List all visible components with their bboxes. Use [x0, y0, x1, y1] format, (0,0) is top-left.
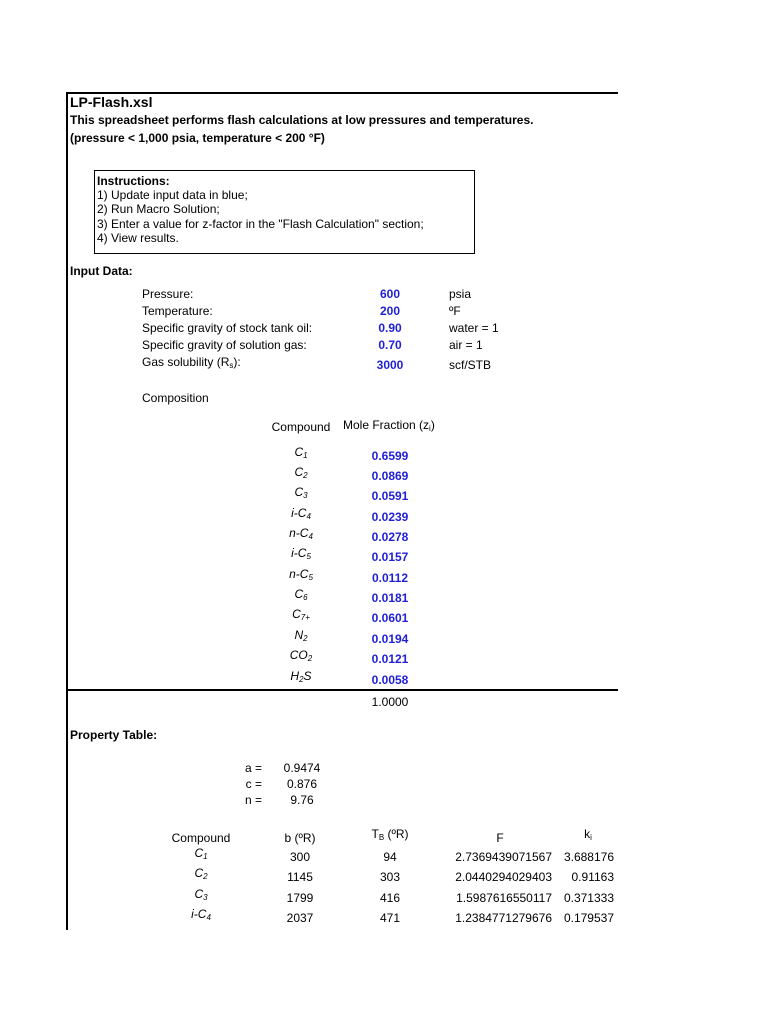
compound-name [266, 465, 336, 480]
compound-base: C [294, 485, 304, 499]
pt-compound-name [166, 887, 236, 902]
input-value[interactable]: 600 [379, 287, 401, 301]
composition-divider [66, 689, 618, 691]
pt-tb-value: 471 [379, 911, 401, 925]
param-label: n = [244, 793, 262, 807]
sheet-filename: LP-Flash.xsl [70, 94, 153, 110]
pt-compound-header: Compound [171, 831, 231, 845]
compound-name [266, 546, 336, 561]
input-data-heading: Input Data: [70, 264, 133, 278]
input-unit: scf/STB [449, 358, 492, 372]
header-sub: B [378, 833, 385, 842]
input-unit: water = 1 [449, 321, 499, 335]
mole-fraction-value[interactable]: 0.0869 [371, 469, 409, 483]
param-value: 0.876 [286, 777, 318, 791]
instruction-step: 4) View results. [97, 231, 179, 245]
compound-name [266, 669, 336, 684]
input-value[interactable]: 0.90 [378, 321, 402, 335]
pt-compound-name [166, 846, 236, 861]
pt-f-value: 2.0440294029403 [455, 870, 552, 884]
input-value[interactable]: 200 [379, 304, 401, 318]
compound-sub: 2 [303, 634, 308, 643]
pt-tb-value: 303 [379, 870, 401, 884]
pt-f-value: 1.5987616550117 [456, 891, 552, 905]
compound-sub: 3 [203, 893, 208, 902]
header-text: T [371, 827, 379, 841]
compound-sub: 6 [303, 593, 308, 602]
composition-total: 1.0000 [371, 695, 409, 709]
label-sub: s [229, 361, 234, 370]
compound-sub: 2 [299, 675, 304, 684]
compound-base: C [294, 445, 304, 459]
compound-base: C [294, 587, 304, 601]
param-value: 0.9474 [283, 761, 321, 775]
compound-sub: 1 [303, 451, 308, 460]
compound-name [266, 445, 336, 460]
compound-base: C [294, 465, 304, 479]
pt-b-header: b (ºR) [284, 831, 316, 845]
pt-f-value: 2.7369439071567 [455, 850, 552, 864]
pt-f-value: 1.2384771279676 [455, 911, 552, 925]
compound-name [266, 567, 336, 582]
mole-fraction-value[interactable]: 0.6599 [371, 449, 409, 463]
pt-f-header: F [496, 831, 504, 845]
compound-base: n-C [289, 567, 309, 581]
compound-base: C [194, 887, 204, 901]
pt-compound-name [166, 907, 236, 922]
mole-fraction-value[interactable]: 0.0112 [371, 571, 409, 585]
pt-tb-header [360, 827, 420, 842]
input-label: Temperature: [142, 304, 213, 318]
header-text: k [584, 827, 591, 841]
pt-k-header [560, 827, 616, 842]
compound-sub: 4 [306, 512, 311, 521]
input-label: Specific gravity of stock tank oil: [142, 321, 313, 335]
property-table-heading: Property Table: [70, 728, 158, 742]
pt-k-value: 0.91163 [571, 870, 614, 884]
compound-column-header: Compound [271, 420, 331, 434]
input-label [142, 355, 241, 370]
instruction-step: 1) Update input data in blue; [97, 188, 248, 202]
instruction-step: 2) Run Macro Solution; [97, 202, 220, 216]
compound-sub: 4 [308, 532, 313, 541]
sheet-limits: (pressure < 1,000 psia, temperature < 200 °F) [70, 131, 325, 145]
label-end: ): [233, 355, 241, 369]
mole-fraction-value[interactable]: 0.0601 [371, 611, 409, 625]
compound-name [266, 485, 336, 500]
compound-name [266, 526, 336, 541]
mole-fraction-value[interactable]: 0.0239 [371, 510, 409, 524]
mole-fraction-value[interactable]: 0.0591 [371, 489, 409, 503]
pt-k-value: 3.688176 [563, 850, 614, 864]
compound-sub: 7+ [300, 613, 310, 622]
param-label: a = [244, 761, 262, 775]
pt-tb-value: 94 [383, 850, 397, 864]
instruction-step: 3) Enter a value for z-factor in the "Flash Calculation" section; [97, 217, 424, 231]
input-unit: psia [449, 287, 472, 301]
pt-compound-name [166, 866, 236, 881]
compound-name [266, 587, 336, 602]
compound-name [266, 506, 336, 521]
compound-sub: 5 [306, 552, 311, 561]
compound-base: CO [289, 648, 308, 662]
compound-base: C [194, 866, 204, 880]
input-label: Specific gravity of solution gas: [142, 338, 307, 352]
input-unit: ºF [449, 304, 461, 318]
header-sub: i [590, 833, 592, 842]
compound-base: n-C [289, 526, 309, 540]
label-text: Gas solubility (R [142, 355, 230, 369]
compound-base-end: S [303, 669, 312, 683]
input-value[interactable]: 0.70 [378, 338, 402, 352]
sheet-description: This spreadsheet performs flash calculations at low pressures and temperatures. [70, 113, 534, 127]
sheet-left-border [66, 92, 68, 930]
mole-fraction-value[interactable]: 0.0157 [371, 550, 409, 564]
mole-fraction-value[interactable]: 0.0121 [371, 652, 409, 666]
header-end: (ºR) [384, 827, 409, 841]
pt-b-value: 300 [289, 850, 311, 864]
compound-sub: 3 [303, 491, 308, 500]
compound-name [266, 628, 336, 643]
input-label: Pressure: [142, 287, 194, 301]
compound-base: C [194, 846, 204, 860]
instructions-heading: Instructions: [97, 174, 170, 188]
compound-sub: 2 [303, 471, 308, 480]
compound-name [266, 607, 336, 622]
pt-b-value: 1145 [287, 870, 313, 884]
compound-sub: 5 [308, 573, 313, 582]
mole-fraction-value[interactable]: 0.0181 [371, 591, 409, 605]
param-label: c = [245, 777, 262, 791]
header-sub: i [429, 424, 431, 433]
input-unit: air = 1 [449, 338, 483, 352]
compound-sub: 1 [203, 852, 208, 861]
pt-k-value: 0.179537 [563, 911, 614, 925]
compound-sub: 2 [203, 872, 208, 881]
compound-base: i-C [191, 907, 207, 921]
compound-base: N [294, 628, 304, 642]
composition-heading: Composition [142, 391, 209, 405]
pt-tb-value: 416 [379, 891, 401, 905]
instructions-box [94, 170, 475, 254]
header-text: Mole Fraction (z [343, 418, 430, 432]
compound-sub: 2 [307, 654, 313, 663]
pt-b-value: 1799 [286, 891, 314, 905]
compound-sub: 4 [206, 913, 211, 922]
mole-fraction-value[interactable]: 0.0058 [371, 673, 409, 687]
mole-fraction-column-header [343, 418, 435, 433]
compound-name [266, 648, 336, 663]
mole-fraction-value[interactable]: 0.0194 [371, 632, 409, 646]
compound-base: i-C [291, 546, 307, 560]
mole-fraction-value[interactable]: 0.0278 [371, 530, 409, 544]
header-end: ) [430, 418, 435, 432]
compound-base: i-C [291, 506, 307, 520]
compound-base: H [290, 669, 300, 683]
pt-b-value: 2037 [286, 911, 314, 925]
pt-k-value: 0.371333 [563, 891, 614, 905]
param-value: 9.76 [290, 793, 314, 807]
compound-base: C [292, 607, 301, 621]
input-value[interactable]: 3000 [376, 358, 404, 372]
